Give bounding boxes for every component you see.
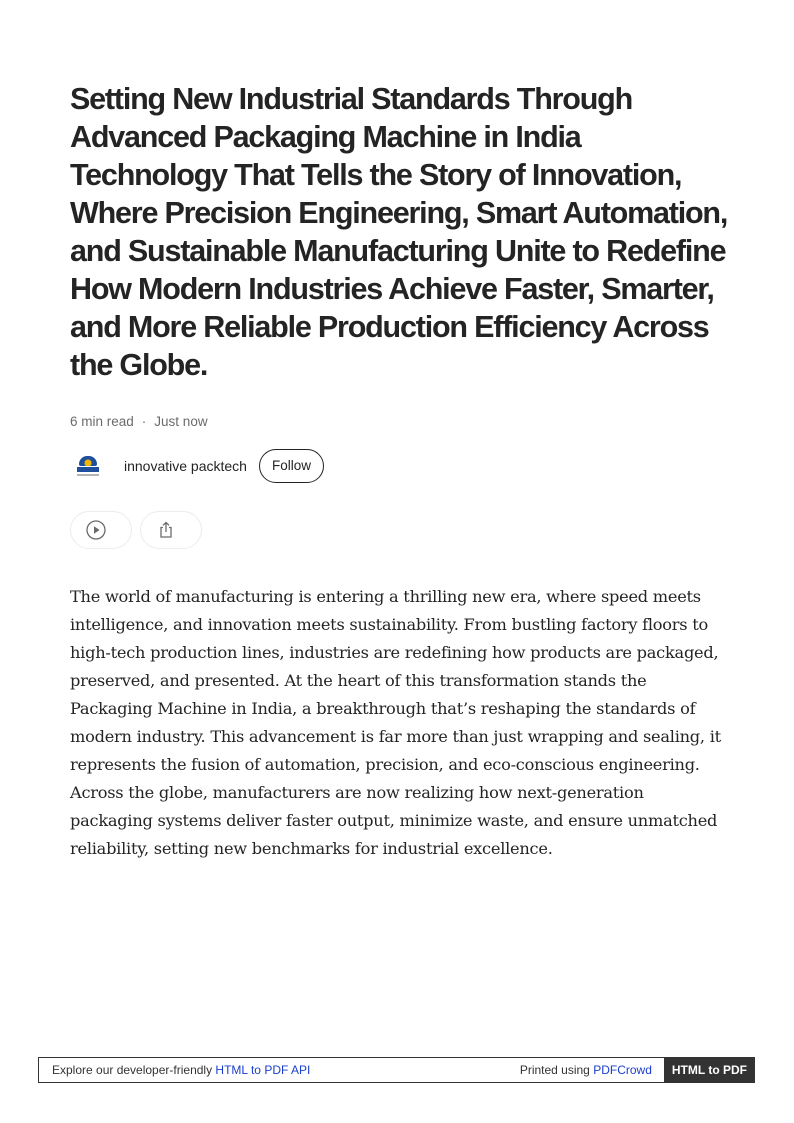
follow-button[interactable]: Follow (259, 449, 324, 483)
footer-explore (39, 1063, 520, 1077)
pdfcrowd-footer (38, 1057, 755, 1083)
footer-explore-text: Explore our developer-friendly (52, 1063, 216, 1077)
listen-button[interactable] (70, 511, 132, 549)
html-to-pdf-button[interactable]: HTML to PDF (664, 1057, 755, 1083)
author-row (70, 449, 730, 483)
play-circle-icon (85, 519, 107, 541)
html-to-pdf-api-link[interactable]: HTML to PDF API (215, 1063, 311, 1077)
article-title: Setting New Industrial Standards Through Advanced Packaging Machine in India Technology That Tells the Story of Innovation, Where Precision Engineering, Smart Automation, and Sustainable Manufacturing Unite to Redefine How Modern Industries Achieve Faster, Smarter, and More Reliable Production Efficiency Across the Globe. (70, 82, 728, 382)
footer-printed (520, 1063, 664, 1077)
article (70, 80, 730, 863)
share-icon (155, 519, 177, 541)
read-time: 6 min read (70, 413, 134, 429)
article-body-paragraph: The world of manufacturing is entering a thrilling new era, where speed meets intelligence, and innovation meets sustainability. From bustling factory floors to high-tech production lines, industries are redefining how products are packaged, preserved, and presented. At the heart of this transformation stands the Packaging Machine in India, a breakthrough that’s reshaping the standards of modern industry. This advancement is far more than just wrapping and sealing, it represents the fusion of automation, precision, and eco-conscious engineering. Across the globe, manufacturers are now realizing how next-generation packaging systems deliver faster output, minimize waste, and ensure unmatched reliability, setting new benchmarks for industrial excellence. (70, 587, 721, 858)
meta-separator: · (141, 413, 147, 429)
article-meta (70, 408, 730, 434)
publish-time: Just now (154, 413, 208, 429)
footer-printed-text: Printed using (519, 1063, 594, 1077)
pdfcrowd-link[interactable]: PDFCrowd (593, 1063, 652, 1077)
article-actions (70, 511, 730, 549)
company-logo-icon[interactable] (76, 454, 100, 478)
author-name[interactable]: innovative packtech (124, 458, 247, 474)
share-button[interactable] (140, 511, 202, 549)
